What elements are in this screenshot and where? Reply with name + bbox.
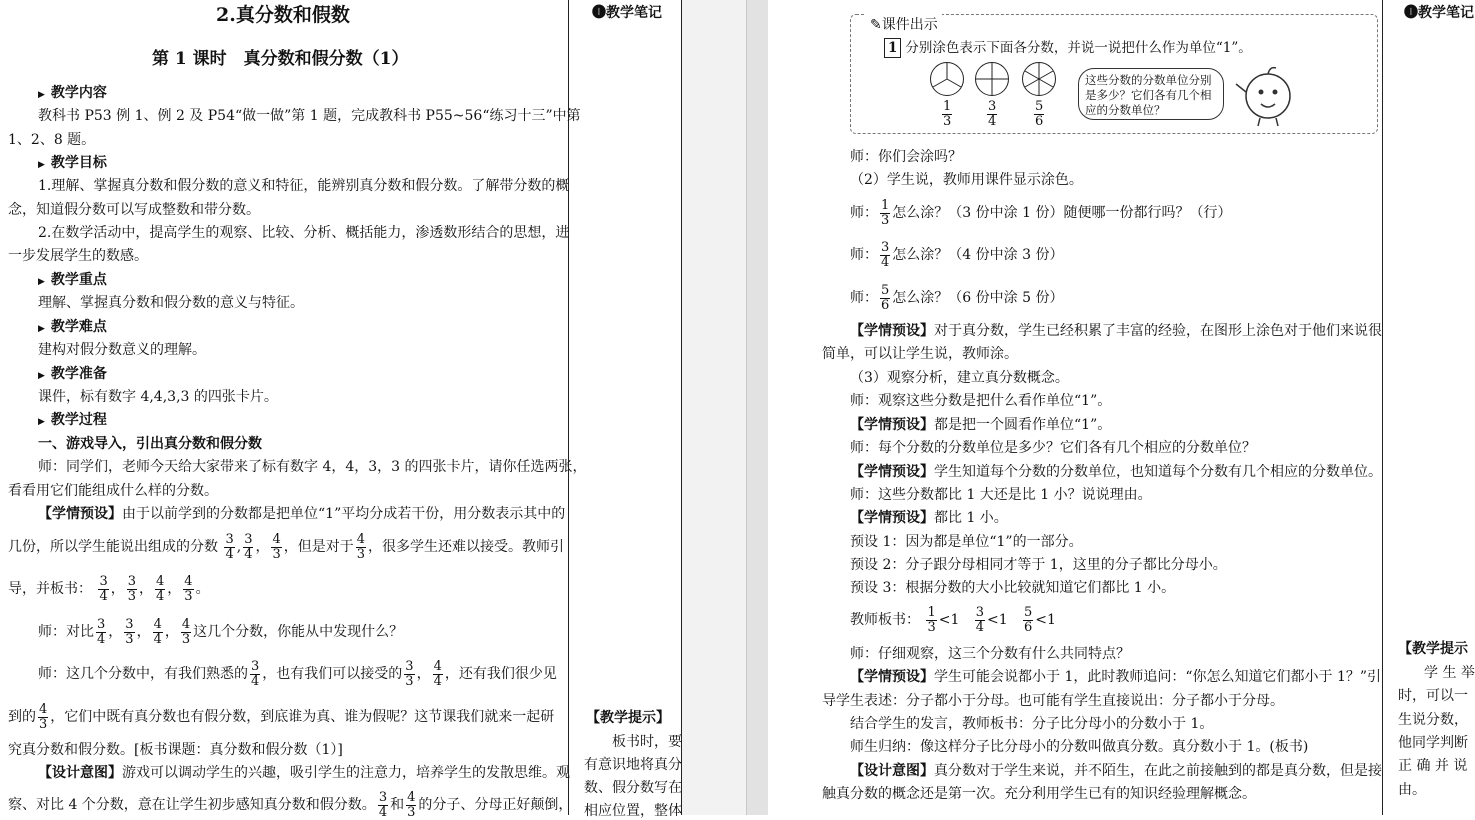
- text-line: 师：每个分数的分数单位是多少？它们各有几个相应的分数单位？: [850, 440, 1256, 456]
- fraction: $\frac{4}{3}$: [181, 616, 191, 647]
- text-line: 【设计意图】真分数对于学生来说，并不陌生，在此之前接触到的都是真分数，但是接: [850, 763, 1382, 779]
- text-line: 结合学生的发言，教师板书：分子比分母小的分数小于 1。: [850, 716, 1214, 732]
- triangle-bullet-icon: ▶: [38, 417, 45, 427]
- tip-text: 数、假分数写在: [584, 780, 682, 796]
- triangle-bullet-icon: ▶: [38, 90, 45, 100]
- tip-text: 相应位置，整体: [584, 803, 682, 819]
- fraction: $\frac{5}{6}$: [1035, 99, 1044, 129]
- text-line: 导，并板书： $\frac{3}{4}$ ， $\frac{3}{3}$ ， $\frac{4}{4}$ ， $\frac{4}{3}$ 。: [8, 573, 210, 604]
- text-line: 念，知道假分数可以写成整数和带分数。: [8, 202, 260, 218]
- triangle-bullet-icon: ▶: [38, 324, 45, 334]
- text-line: 【学情预设】由于以前学到的分数都是把单位“1”平均分成若干份，用分数表示其中的: [38, 506, 566, 522]
- fraction: $\frac{3}{3}$: [127, 573, 137, 604]
- text-line: 师生归纳：像这样分子比分母小的分数叫做真分数。真分数小于 1。(板书): [850, 739, 1309, 755]
- section-title: 2.真分数和假数: [216, 4, 350, 26]
- text-line: 1.理解、掌握真分数和假分数的意义和特征，能辨别真分数和假分数。了解带分数的概: [38, 178, 570, 194]
- pencil-icon: ✎: [870, 17, 882, 33]
- text-line: 几份，所以学生能说出组成的分数 $\frac{3}{4}$ , $\frac{3}{4}$ ， $\frac{4}{3}$ ，但是对于 $\frac{4}{3}$ ，很多学生还难以接受。教师引: [8, 531, 565, 562]
- text-line: 师：这些分数都比 1 大还是比 1 小？说说理由。: [850, 487, 1152, 503]
- fraction: $\frac{3}{4}$: [378, 789, 388, 820]
- text-line: 预设 1：因为都是单位“1”的一部分。: [850, 534, 1083, 550]
- tip-text: 学 生 举: [1424, 665, 1475, 681]
- fraction: $\frac{4}{4}$: [153, 616, 162, 647]
- text-line: 【学情预设】对于真分数，学生已经积累了丰富的经验，在图形上涂色对于他们来说很: [850, 323, 1382, 339]
- fraction: $\frac{1}{3}$: [927, 604, 936, 635]
- notes-heading: ❶教学笔记: [592, 5, 662, 21]
- tip-text: 有意识地将真分: [584, 757, 682, 773]
- circle-thirds: [930, 62, 964, 96]
- tip-heading: 【教学提示: [1398, 641, 1468, 657]
- fraction: $\frac{4}{4}$: [433, 658, 442, 689]
- text-line: 到的 $\frac{4}{3}$ ，它们中既有真分数也有假分数，到底谁为真、谁为假呢？这节课我们就来一起研: [8, 701, 555, 732]
- text-line: 师：仔细观察，这三个分数有什么共同特点？: [850, 646, 1130, 662]
- column-divider: [1382, 0, 1383, 815]
- text-line: 一步发展学生的数感。: [8, 248, 148, 264]
- text-line: 1、2、8 题。: [8, 132, 96, 148]
- text-line: 【学情预设】学生知道每个分数的分数单位，也知道每个分数有几个相应的分数单位。: [850, 464, 1382, 480]
- cartoon-character-icon: [1232, 62, 1302, 128]
- text-line: 理解、掌握真分数和假分数的意义与特征。: [38, 295, 304, 311]
- left-page: [0, 0, 682, 820]
- text-line: 师：对比 $\frac{3}{4}$ ， $\frac{3}{3}$ ， $\frac{4}{4}$ ， $\frac{4}{3}$ 这几个分数，你能从中发现什么？: [38, 616, 404, 647]
- fraction: $\frac{3}{4}$: [881, 239, 890, 270]
- text-line: 师： $\frac{5}{6}$ 怎么涂？（6 份中涂 5 份）: [850, 282, 1064, 313]
- text-line: （3）观察分析，建立真分数概念。: [850, 370, 1069, 386]
- heading-prep: ▶ 教学准备: [38, 366, 107, 382]
- fraction: $\frac{3}{3}$: [125, 616, 134, 647]
- tip-text: 板书时，要: [612, 734, 682, 750]
- tip-text: 正 确 并 说: [1398, 758, 1468, 774]
- circle-sixths: [1022, 62, 1056, 96]
- tip-heading: 【教学提示】: [586, 710, 670, 726]
- fraction: $\frac{4}{3}$: [272, 531, 281, 562]
- fraction: $\frac{4}{3}$: [39, 701, 48, 732]
- heading-process: ▶ 教学过程: [38, 412, 107, 428]
- fraction: $\frac{3}{4}$: [225, 531, 234, 562]
- courseware-title: ✎课件出示: [866, 14, 942, 34]
- text-line: 触真分数的概念还是第一次。充分利用学生已有的知识经验理解概念。: [822, 786, 1256, 802]
- fraction: $\frac{3}{4}$: [251, 658, 260, 689]
- text-line: 【学情预设】都比 1 小。: [850, 510, 1008, 526]
- circle-bullet-icon: ❶: [1404, 5, 1418, 21]
- text-line: 师： $\frac{1}{3}$ 怎么涂？（3 份中涂 1 份）随便哪一份都行吗？（行）: [850, 197, 1232, 228]
- speech-bubble: 这些分数的分数单位分别是多少？它们各有几个相应的分数单位？: [1078, 68, 1224, 120]
- fraction: $\frac{1}{3}$: [881, 197, 890, 228]
- fraction: $\frac{4}{3}$: [356, 531, 366, 562]
- text-line: 师： $\frac{3}{4}$ 怎么涂？（4 份中涂 3 份）: [850, 239, 1064, 270]
- courseware-instruction: 1 分别涂色表示下面各分数，并说一说把什么作为单位“1”。: [884, 38, 1252, 58]
- fraction: $\frac{5}{6}$: [1024, 604, 1033, 635]
- part-heading: 一、游戏导入，引出真分数和假分数: [38, 436, 262, 452]
- tip-text: 时，可以一: [1398, 688, 1468, 704]
- triangle-bullet-icon: ▶: [38, 277, 45, 287]
- fraction: $\frac{3}{4}$: [988, 99, 997, 129]
- fraction: $\frac{3}{4}$: [99, 573, 108, 604]
- fraction: $\frac{5}{6}$: [881, 282, 890, 313]
- text-line: 师：你们会涂吗？: [850, 149, 962, 165]
- fraction: $\frac{1}{3}$: [943, 99, 952, 129]
- triangle-bullet-icon: ▶: [38, 160, 45, 170]
- fraction: $\frac{4}{3}$: [184, 573, 193, 604]
- text-line: 师：观察这些分数是把什么看作单位“1”。: [850, 393, 1112, 409]
- text-line: 课件，标有数字 4,4,3,3 的四张卡片。: [38, 389, 278, 405]
- fraction: $\frac{3}{4}$: [975, 604, 985, 635]
- tip-text: 生说分数，: [1398, 712, 1468, 728]
- triangle-bullet-icon: ▶: [38, 371, 45, 381]
- heading-key: ▶ 教学重点: [38, 272, 107, 288]
- circle-bullet-icon: ❶: [592, 5, 606, 21]
- text-line: 预设 2：分子跟分母相同才等于 1，这里的分子都比分母小。: [850, 557, 1227, 573]
- text-line: 究真分数和假分数。[板书课题：真分数和假分数（1）]: [8, 742, 343, 758]
- text-line: （2）学生说，教师用课件显示涂色。: [850, 172, 1083, 188]
- text-line: 【学情预设】学生可能会说都小于 1，此时教师追问：“你怎么知道它们都小于 1？”引: [850, 669, 1382, 685]
- text-line: 教科书 P53 例 1、例 2 及 P54“做一做”第 1 题，完成教科书 P55~56“练习十三”中第: [38, 108, 581, 124]
- page-border: [681, 0, 682, 815]
- text-line: 师：同学们，老师今天给大家带来了标有数字 4，4，3，3 的四张卡片，请你任选两张，: [38, 459, 587, 475]
- text-line: 看看用它们能组成什么样的分数。: [8, 483, 218, 499]
- lesson-title: 第 1 课时 真分数和假分数（1）: [152, 49, 409, 69]
- fraction: $\frac{3}{3}$: [405, 658, 414, 689]
- fraction: $\frac{4}{3}$: [407, 789, 416, 820]
- text-line: 【设计意图】游戏可以调动学生的兴趣，吸引学生的注意力，培养学生的发散思维。观: [38, 765, 570, 781]
- text-line: 预设 3：根据分数的大小比较就知道它们都比 1 小。: [850, 580, 1176, 596]
- heading-difficulty: ▶ 教学难点: [38, 319, 107, 335]
- text-line: 导学生表述：分子都小于分母。也可能有学生直接说出：分子都小于分母。: [822, 693, 1284, 709]
- tip-text: 他同学判断: [1398, 735, 1468, 751]
- text-line: 【学情预设】都是把一个圆看作单位“1”。: [850, 417, 1112, 433]
- heading-goals: ▶ 教学目标: [38, 155, 107, 171]
- text-line: 简单，可以让学生说，教师涂。: [822, 346, 1018, 362]
- text-line: 师：这几个分数中，有我们熟悉的 $\frac{3}{4}$ ，也有我们可以接受的 $\frac{3}{3}$ ， $\frac{4}{4}$ ，还有我们很少见: [38, 658, 557, 689]
- text-line: 察、对比 4 个分数，意在让学生初步感知真分数和假分数。 $\frac{3}{4}$ 和 $\frac{4}{3}$ 的分子、分母正好颠倒，: [8, 789, 573, 820]
- page-edge: [746, 0, 768, 815]
- heading-content: ▶ 教学内容: [38, 85, 107, 101]
- text-line: 建构对假分数意义的理解。: [38, 342, 206, 358]
- circle-quarters: [975, 62, 1009, 96]
- board-writing: 教师板书： $\frac{1}{3}$ <1 $\frac{3}{4}$ <1 $\frac{5}{6}$ <1: [850, 604, 1056, 635]
- text-line: 2.在数学活动中，提高学生的观察、比较、分析、概括能力，渗透数形结合的思想，进: [38, 225, 570, 241]
- fraction: $\frac{3}{4}$: [97, 616, 106, 647]
- fraction: $\frac{3}{4}$: [244, 531, 253, 562]
- fraction: $\frac{4}{4}$: [156, 573, 165, 604]
- notes-heading: ❶教学笔记: [1404, 5, 1474, 21]
- tip-text: 由。: [1398, 782, 1426, 798]
